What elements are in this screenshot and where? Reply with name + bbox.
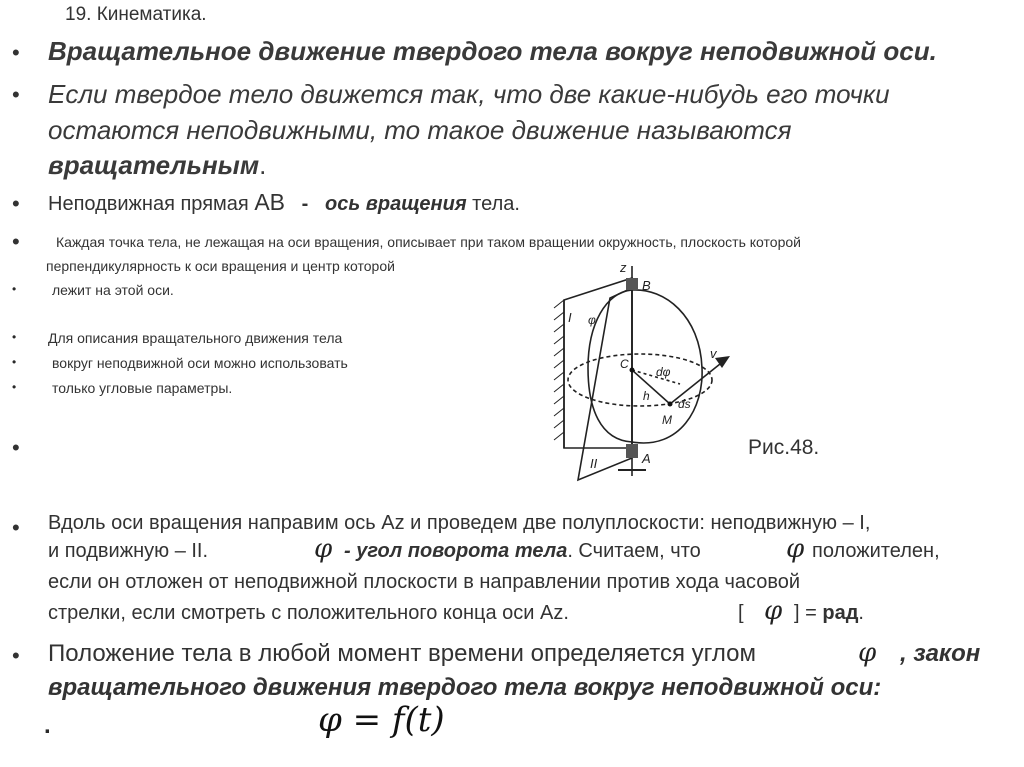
label-M: M	[662, 413, 672, 427]
rigid-body	[588, 290, 702, 443]
para1-end: положителен,	[812, 540, 940, 562]
bearing-A	[626, 444, 638, 458]
point-C	[630, 368, 635, 373]
unit-bracket-open: [	[738, 602, 744, 624]
label-I: I	[568, 310, 572, 325]
unit-bracket-close: ] =	[794, 602, 817, 624]
bullet-marker: •	[12, 82, 20, 107]
phi-symbol: φ	[764, 596, 783, 626]
bullet-marker: •	[12, 643, 20, 668]
label-II: II	[590, 456, 598, 471]
description-line-3: только угловые параметры.	[52, 380, 233, 396]
wall-hatching	[554, 300, 564, 440]
rotation-law-formula: φ = f(t)	[318, 700, 445, 740]
bullet-marker: •	[12, 229, 20, 254]
bullet-marker: •	[12, 282, 17, 296]
unit-rad: рад	[822, 602, 859, 624]
figure-caption: Рис.48.	[748, 436, 820, 459]
bearing-B	[626, 278, 638, 290]
phi-symbol: φ	[858, 638, 877, 668]
page-title: 19. Кинематика.	[65, 4, 207, 25]
label-ds: ds	[678, 397, 691, 411]
term-law: , закон	[900, 640, 981, 667]
axis-end: тела.	[472, 193, 520, 215]
axis-statement	[48, 189, 520, 216]
para2-text: Положение тела в любой момент времени определяется углом	[48, 640, 756, 667]
heading-rotational-motion: Вращательное движение твердого тела вокруг неподвижной оси.	[48, 36, 937, 66]
bullet-marker: •	[12, 515, 20, 540]
term-axis: ось вращения	[325, 193, 467, 215]
center-on-axis: лежит на этой оси.	[52, 282, 174, 298]
label-C: C	[620, 357, 629, 371]
label-v: v	[710, 346, 717, 361]
term-rotation-angle: - угол поворота тела	[344, 540, 568, 562]
phi-symbol: φ	[786, 534, 805, 564]
unit-period: .	[858, 602, 864, 624]
circle-path-line-1: Каждая точка тела, не лежащая на оси вращения, описывает при таком вращении окружность, плоскость которой	[56, 234, 801, 250]
circle-path-line-2: перпендикулярность к оси вращения и центр которой	[46, 258, 395, 274]
definition-line-3	[48, 150, 266, 181]
bullet-marker: •	[12, 330, 17, 344]
para2-dot: .	[44, 712, 51, 739]
para1-line-1: Вдоль оси вращения направим ось Az и проведем две полуплоскости: неподвижную – I,	[48, 512, 871, 534]
para1-mid: . Считаем, что	[567, 540, 701, 562]
para2-line-2: вращательного движения твердого тела вокруг неподвижной оси:	[48, 674, 882, 701]
label-B: B	[642, 278, 651, 293]
para1-line-3: если он отложен от неподвижной плоскости в направлении против хода часовой	[48, 571, 801, 593]
bullet-marker: •	[12, 40, 20, 65]
definition-line-1: Если твердое тело движется так, что две какие-нибудь его точки	[48, 79, 890, 109]
label-phi: φ	[588, 313, 596, 327]
rotation-diagram	[540, 258, 760, 490]
bullet-marker: •	[12, 191, 20, 216]
axis-ab: АВ	[254, 189, 285, 215]
description-line-2: вокруг неподвижной оси можно использовать	[52, 355, 348, 371]
para1-start: и подвижную – II.	[48, 540, 209, 562]
axis-dash: -	[301, 193, 309, 215]
para2-line-1	[48, 640, 1008, 668]
axis-prefix: Неподвижная прямая	[48, 193, 249, 215]
half-plane-II	[578, 288, 632, 480]
phi-symbol: φ	[314, 534, 333, 564]
para1-direction: стрелки, если смотреть с положительного конца оси Az.	[48, 602, 569, 624]
label-A: A	[642, 451, 651, 466]
term-rotational: вращательным	[48, 150, 260, 180]
definition-line-2: остаются неподвижными, то такое движение называются	[48, 115, 792, 145]
para1-line-4	[48, 596, 1008, 626]
para1-line-2	[48, 534, 1008, 564]
bullet-marker: •	[12, 435, 20, 460]
description-line-1: Для описания вращательного движения тела	[48, 330, 343, 346]
point-M	[668, 402, 673, 407]
bullet-marker: •	[12, 380, 17, 394]
label-dphi: dφ	[656, 365, 671, 379]
label-h: h	[643, 389, 650, 403]
period: .	[259, 150, 267, 180]
label-z: z	[620, 260, 627, 275]
bullet-marker: •	[12, 355, 17, 369]
